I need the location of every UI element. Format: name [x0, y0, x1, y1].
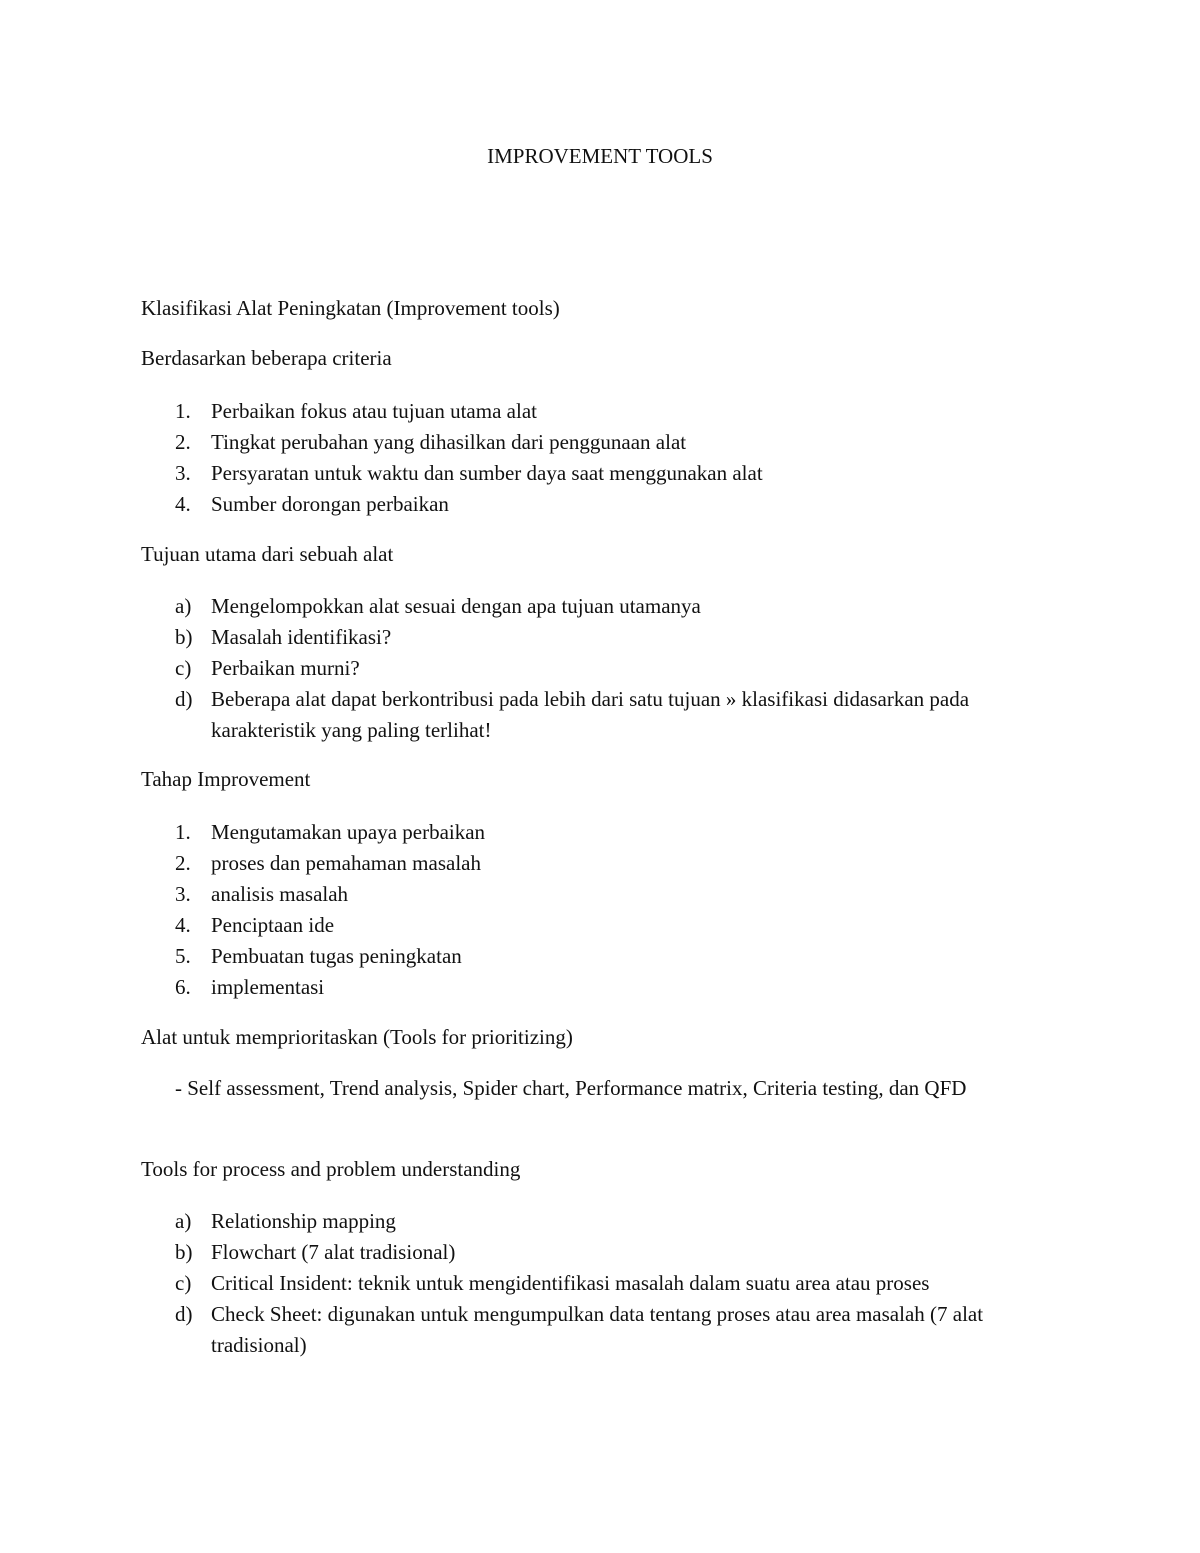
- list-item-text: Mengutamakan upaya perbaikan: [211, 820, 486, 844]
- list-marker: 2.: [175, 851, 191, 875]
- section-heading-prioritizing: Alat untuk memprioritaskan (Tools for prioritizing): [141, 1025, 573, 1049]
- list-marker: b): [175, 1240, 193, 1264]
- list-marker: 6.: [175, 975, 191, 999]
- document-title: IMPROVEMENT TOOLS: [487, 144, 713, 168]
- list-item-text: Tingkat perubahan yang dihasilkan dari penggunaan alat: [211, 430, 687, 454]
- list-marker: a): [175, 594, 192, 618]
- list-marker: a): [175, 1209, 192, 1233]
- list-item-text: Masalah identifikasi?: [211, 625, 392, 649]
- list-item-text: Perbaikan murni?: [211, 656, 360, 680]
- list-item-text: Critical Insident: teknik untuk mengidentifikasi masalah dalam suatu area atau proses: [211, 1271, 930, 1295]
- list-marker: c): [175, 1271, 192, 1295]
- section-subheading-criteria: Berdasarkan beberapa criteria: [141, 346, 392, 370]
- list-marker: d): [175, 687, 193, 711]
- list-item-text: Pembuatan tugas peningkatan: [211, 944, 462, 968]
- prioritizing-tools-text: - Self assessment, Trend analysis, Spider chart, Performance matrix, Criteria testing, dan QFD: [175, 1076, 967, 1100]
- section-heading-tahap: Tahap Improvement: [141, 767, 311, 791]
- list-item-text: Mengelompokkan alat sesuai dengan apa tujuan utamanya: [211, 594, 701, 618]
- list-item-text: Beberapa alat dapat berkontribusi pada lebih dari satu tujuan » klasifikasi didasarkan pada karakteristik yang paling terlihat!: [211, 687, 970, 742]
- list-item-text: Persyaratan untuk waktu dan sumber daya saat menggunakan alat: [211, 461, 763, 485]
- list-marker: 3.: [175, 461, 191, 485]
- list-marker: c): [175, 656, 192, 680]
- list-marker: 2.: [175, 430, 191, 454]
- section-heading-klasifikasi: Klasifikasi Alat Peningkatan (Improvement tools): [141, 296, 560, 320]
- list-item-text: Check Sheet: digunakan untuk mengumpulkan data tentang proses atau area masalah (7 alat tradisional): [211, 1302, 984, 1357]
- list-marker: 1.: [175, 399, 191, 423]
- list-item-text: Sumber dorongan perbaikan: [211, 492, 449, 516]
- list-marker: 4.: [175, 492, 191, 516]
- section-heading-understanding: Tools for process and problem understanding: [141, 1157, 521, 1181]
- list-item-text: Penciptaan ide: [211, 913, 335, 937]
- list-marker: 4.: [175, 913, 191, 937]
- section-heading-tujuan: Tujuan utama dari sebuah alat: [141, 542, 394, 566]
- list-item-text: Perbaikan fokus atau tujuan utama alat: [211, 399, 537, 423]
- list-item-text: Relationship mapping: [211, 1209, 396, 1233]
- list-marker: b): [175, 625, 193, 649]
- list-item-text: proses dan pemahaman masalah: [211, 851, 481, 875]
- list-marker: 3.: [175, 882, 191, 906]
- list-marker: 1.: [175, 820, 191, 844]
- list-marker: d): [175, 1302, 193, 1326]
- list-item-text: implementasi: [211, 975, 325, 999]
- list-item-text: analisis masalah: [211, 882, 349, 906]
- list-item-text: Flowchart (7 alat tradisional): [211, 1240, 456, 1264]
- list-marker: 5.: [175, 944, 191, 968]
